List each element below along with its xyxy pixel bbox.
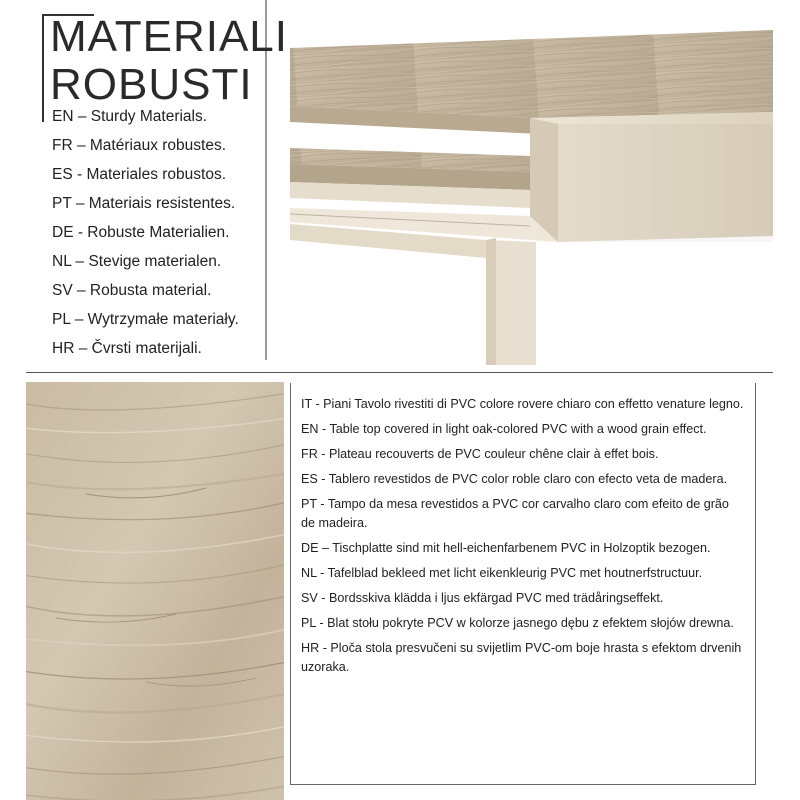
translation-sv: SV – Robusta material. — [52, 282, 212, 299]
table-corner-photo — [290, 0, 773, 365]
description-pl: PL - Blat stołu pokryte PCV w kolorze jasnego dębu z efektem słojów drewna. — [301, 616, 734, 630]
translation-pt: PT – Materiais resistentes. — [52, 195, 236, 212]
translation-de: DE - Robuste Materialien. — [52, 224, 230, 241]
translation-nl: NL – Stevige materialen. — [52, 253, 222, 270]
translation-es: ES - Materiales robustos. — [52, 166, 227, 183]
title-frame-left — [42, 14, 44, 122]
translation-pl: PL – Wytrzymałe materiały. — [52, 311, 239, 328]
translation-list — [52, 102, 262, 363]
description-box — [290, 383, 756, 785]
description-en: EN - Table top covered in light oak-colored PVC with a wood grain effect. — [301, 422, 707, 436]
title-line-1: MATERIALI — [50, 12, 289, 61]
description-de: DE – Tischplatte sind mit hell-eichenfarbenem PVC in Holzoptik bezogen. — [301, 541, 711, 555]
section-divider — [26, 372, 773, 373]
description-nl: NL - Tafelblad bekleed met licht eikenkleurig PVC met houtnerfstructuur. — [301, 566, 703, 580]
description-list — [301, 395, 745, 677]
translation-en: EN – Sturdy Materials. — [52, 108, 208, 125]
description-fr: FR - Plateau recouverts de PVC couleur chêne clair à effet bois. — [301, 447, 659, 461]
title-line-2: ROBUSTI — [50, 60, 253, 109]
description-it: IT - Piani Tavolo rivestiti di PVC colore rovere chiaro con effetto venature legno. — [301, 397, 744, 411]
translation-fr: FR – Matériaux robustes. — [52, 137, 227, 154]
description-hr: HR - Ploča stola presvučeni su svijetlim PVC-om boje hrasta s efektom drvenih uzoraka. — [301, 641, 742, 674]
wood-grain-swatch — [26, 382, 284, 800]
description-sv: SV - Bordsskiva klädda i ljus ekfärgad PVC med trädåringseffekt. — [301, 591, 664, 605]
description-pt: PT - Tampo da mesa revestidos a PVC cor carvalho claro com efeito de grão de madeira. — [301, 497, 729, 530]
description-es: ES - Tablero revestidos de PVC color roble claro con efecto veta de madera. — [301, 472, 728, 486]
title-block — [50, 12, 289, 109]
translation-hr: HR – Čvrsti materijali. — [52, 340, 202, 357]
